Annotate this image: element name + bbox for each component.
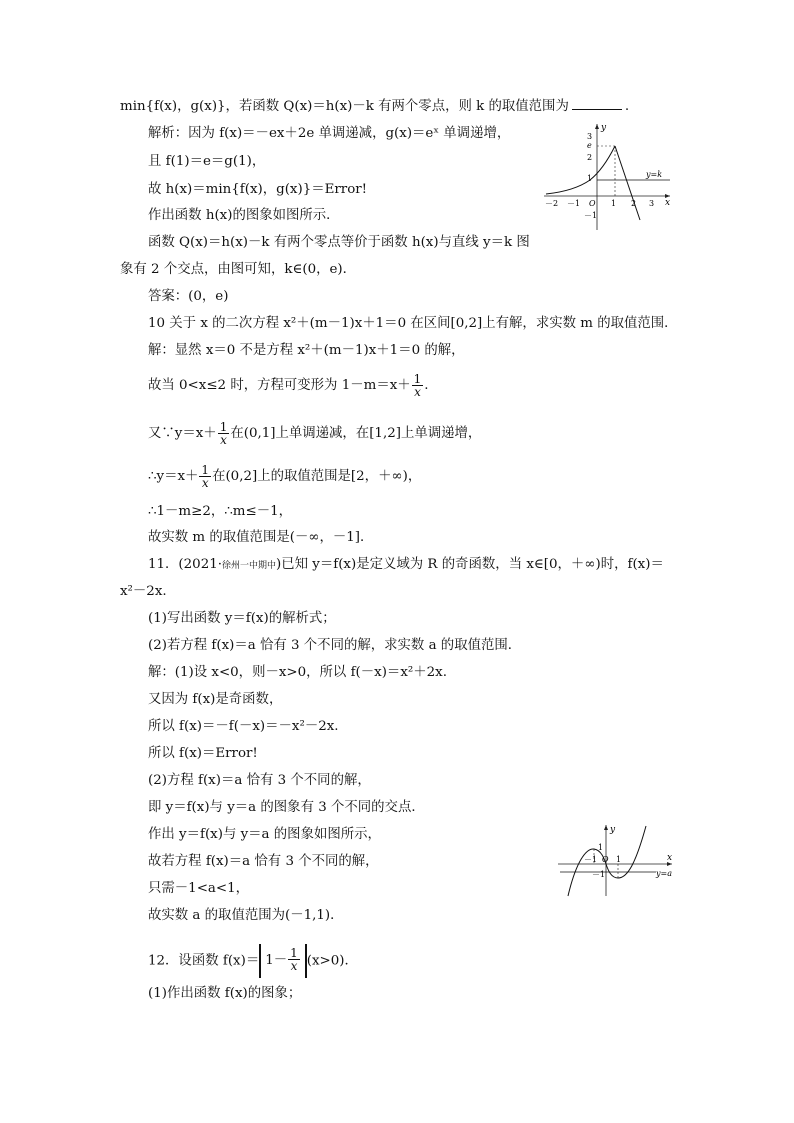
line-y-k-label: y=k: [646, 170, 663, 179]
q10-line-6: 故实数 m 的取值范围是(－∞，－1]．: [148, 530, 374, 545]
x-axis-label: x: [665, 198, 671, 208]
q11-sol-6: 即 y＝f(x)与 y＝a 的图象有 3 个不同的交点．: [148, 800, 425, 815]
y-tick-1: 1: [598, 843, 604, 852]
q10-line-3: 又∵y＝x＋ $\frac{1}{x}$ 在(0,1]上单调递减，在[1,2]上单调递增，: [148, 420, 482, 447]
q11-sol-5: (2)方程 f(x)＝a 恰有 3 个不同的解，: [148, 773, 371, 788]
x-tick-origin: O: [589, 199, 596, 208]
answer-line: 答案：(0，e): [148, 289, 229, 304]
q11-sol-1: 解：(1)设 x<0，则－x>0，所以 f(－x)＝x²＋2x.: [148, 665, 447, 680]
q10-line-1: 解：显然 x＝0 不是方程 x²＋(m－1)x＋1＝0 的解，: [148, 343, 465, 358]
source-tag: 徐州一中期中: [222, 561, 277, 571]
fraction-1-over-x: $\frac{1}{x}$: [290, 946, 298, 973]
y-tick-3: 3: [587, 132, 593, 141]
fraction-1-over-x: $\frac{1}{x}$: [413, 372, 422, 399]
q11-sol-8: 故若方程 f(x)＝a 恰有 3 个不同的解，: [148, 854, 379, 869]
answer-blank: [572, 96, 622, 110]
q10-stem: 10 关于 x 的二次方程 x²＋(m－1)x＋1＝0 在区间[0,2]上有解，求实数 m 的取值范围．: [148, 316, 678, 331]
analysis-line-2: 且 f(1)＝e＝g(1)，: [148, 154, 266, 169]
q10-line-2: 故当 0<x≤2 时，方程可变形为 1－m＝x＋ $\frac{1}{x}$ .: [148, 372, 429, 399]
q10-line-5: ∴1－m≥2，∴m≤－1，: [148, 504, 292, 519]
y-axis-arrow-icon: [604, 825, 608, 830]
y-tick-neg1: －1: [592, 870, 606, 879]
q11-sol-3: 所以 f(x)＝－f(－x)＝－x²－2x.: [148, 719, 339, 734]
x-tick-neg2: －2: [545, 199, 559, 208]
analysis-line-1: 解析：因为 f(x)＝－ex＋2e 单调递减，g(x)＝eˣ 单调递增，: [148, 126, 511, 141]
y-axis-label: y: [601, 123, 607, 133]
x-tick-1: 1: [616, 855, 622, 864]
q9-tail: min{f(x)，g(x)}，若函数 Q(x)＝h(x)－k 有两个零点，则 k 的取值范围为 .: [120, 96, 629, 117]
x-tick-3: 3: [649, 199, 655, 208]
q11-sol-10: 故实数 a 的取值范围为(－1,1)．: [148, 908, 344, 923]
y-axis-arrow-icon: [595, 124, 599, 129]
y-tick-2: 2: [587, 153, 593, 162]
fraction-1-over-x: $\frac{1}{x}$: [219, 420, 228, 447]
q11-sol-9: 只需－1<a<1，: [148, 881, 250, 896]
exp-curve: [546, 146, 615, 194]
q11-sol-7: 作出 y＝f(x)与 y＝a 的图象如图所示，: [148, 827, 381, 842]
fraction-1-over-x: $\frac{1}{x}$: [201, 463, 210, 490]
q12-stem: 12．设函数 f(x)＝ 1－ $\frac{1}{x}$ (x>0)．: [148, 944, 358, 979]
analysis-line-3: 故 h(x)＝min{f(x)，g(x)}＝Error!: [148, 182, 368, 197]
q10-line-4: ∴y＝x＋ $\frac{1}{x}$ 在(0,2]上的取值范围是[2，＋∞)，: [148, 463, 422, 490]
x-tick-2: 2: [631, 199, 637, 208]
graph-f-of-x-cubic: [556, 822, 678, 898]
x-tick-neg1: －1: [567, 199, 581, 208]
linear-descent: [615, 146, 640, 220]
line-y-a-label: y=a: [656, 869, 672, 878]
graph-h-of-x: [540, 120, 676, 232]
analysis-line-5: 函数 Q(x)＝h(x)－k 有两个零点等价于函数 h(x)与直线 y＝k 图: [148, 235, 530, 250]
y-tick-neg1: －1: [584, 211, 598, 220]
q12-part-1: (1)作出函数 f(x)的图象；: [148, 986, 302, 1001]
y-axis-label: y: [610, 825, 616, 835]
x-tick-origin: O: [602, 855, 609, 864]
analysis-line-4: 作出函数 h(x)的图象如图所示．: [148, 208, 340, 223]
q11-sol-2: 又因为 f(x)是奇函数，: [148, 692, 283, 707]
q11-stem: 11．(2021·徐州一中期中)已知 y＝f(x)是定义域为 R 的奇函数，当 x∈[0，＋∞)时，f(x)＝: [148, 557, 664, 572]
y-tick-e: e: [587, 141, 592, 150]
y-tick-1: 1: [587, 174, 593, 183]
q11-stem-cont: x²－2x.: [120, 584, 167, 599]
x-axis-label: x: [667, 853, 673, 863]
analysis-line-6: 象有 2 个交点，由图可知，k∈(0，e)．: [120, 262, 357, 277]
x-tick-1: 1: [611, 199, 617, 208]
q11-part-2: (2)若方程 f(x)＝a 恰有 3 个不同的解，求实数 a 的取值范围．: [148, 638, 522, 653]
q11-part-1: (1)写出函数 y＝f(x)的解析式；: [148, 611, 336, 626]
absolute-value-expr: 1－ $\frac{1}{x}$: [259, 944, 307, 978]
x-tick-neg1: －1: [584, 855, 598, 864]
q11-sol-4: 所以 f(x)＝Error!: [148, 746, 258, 761]
